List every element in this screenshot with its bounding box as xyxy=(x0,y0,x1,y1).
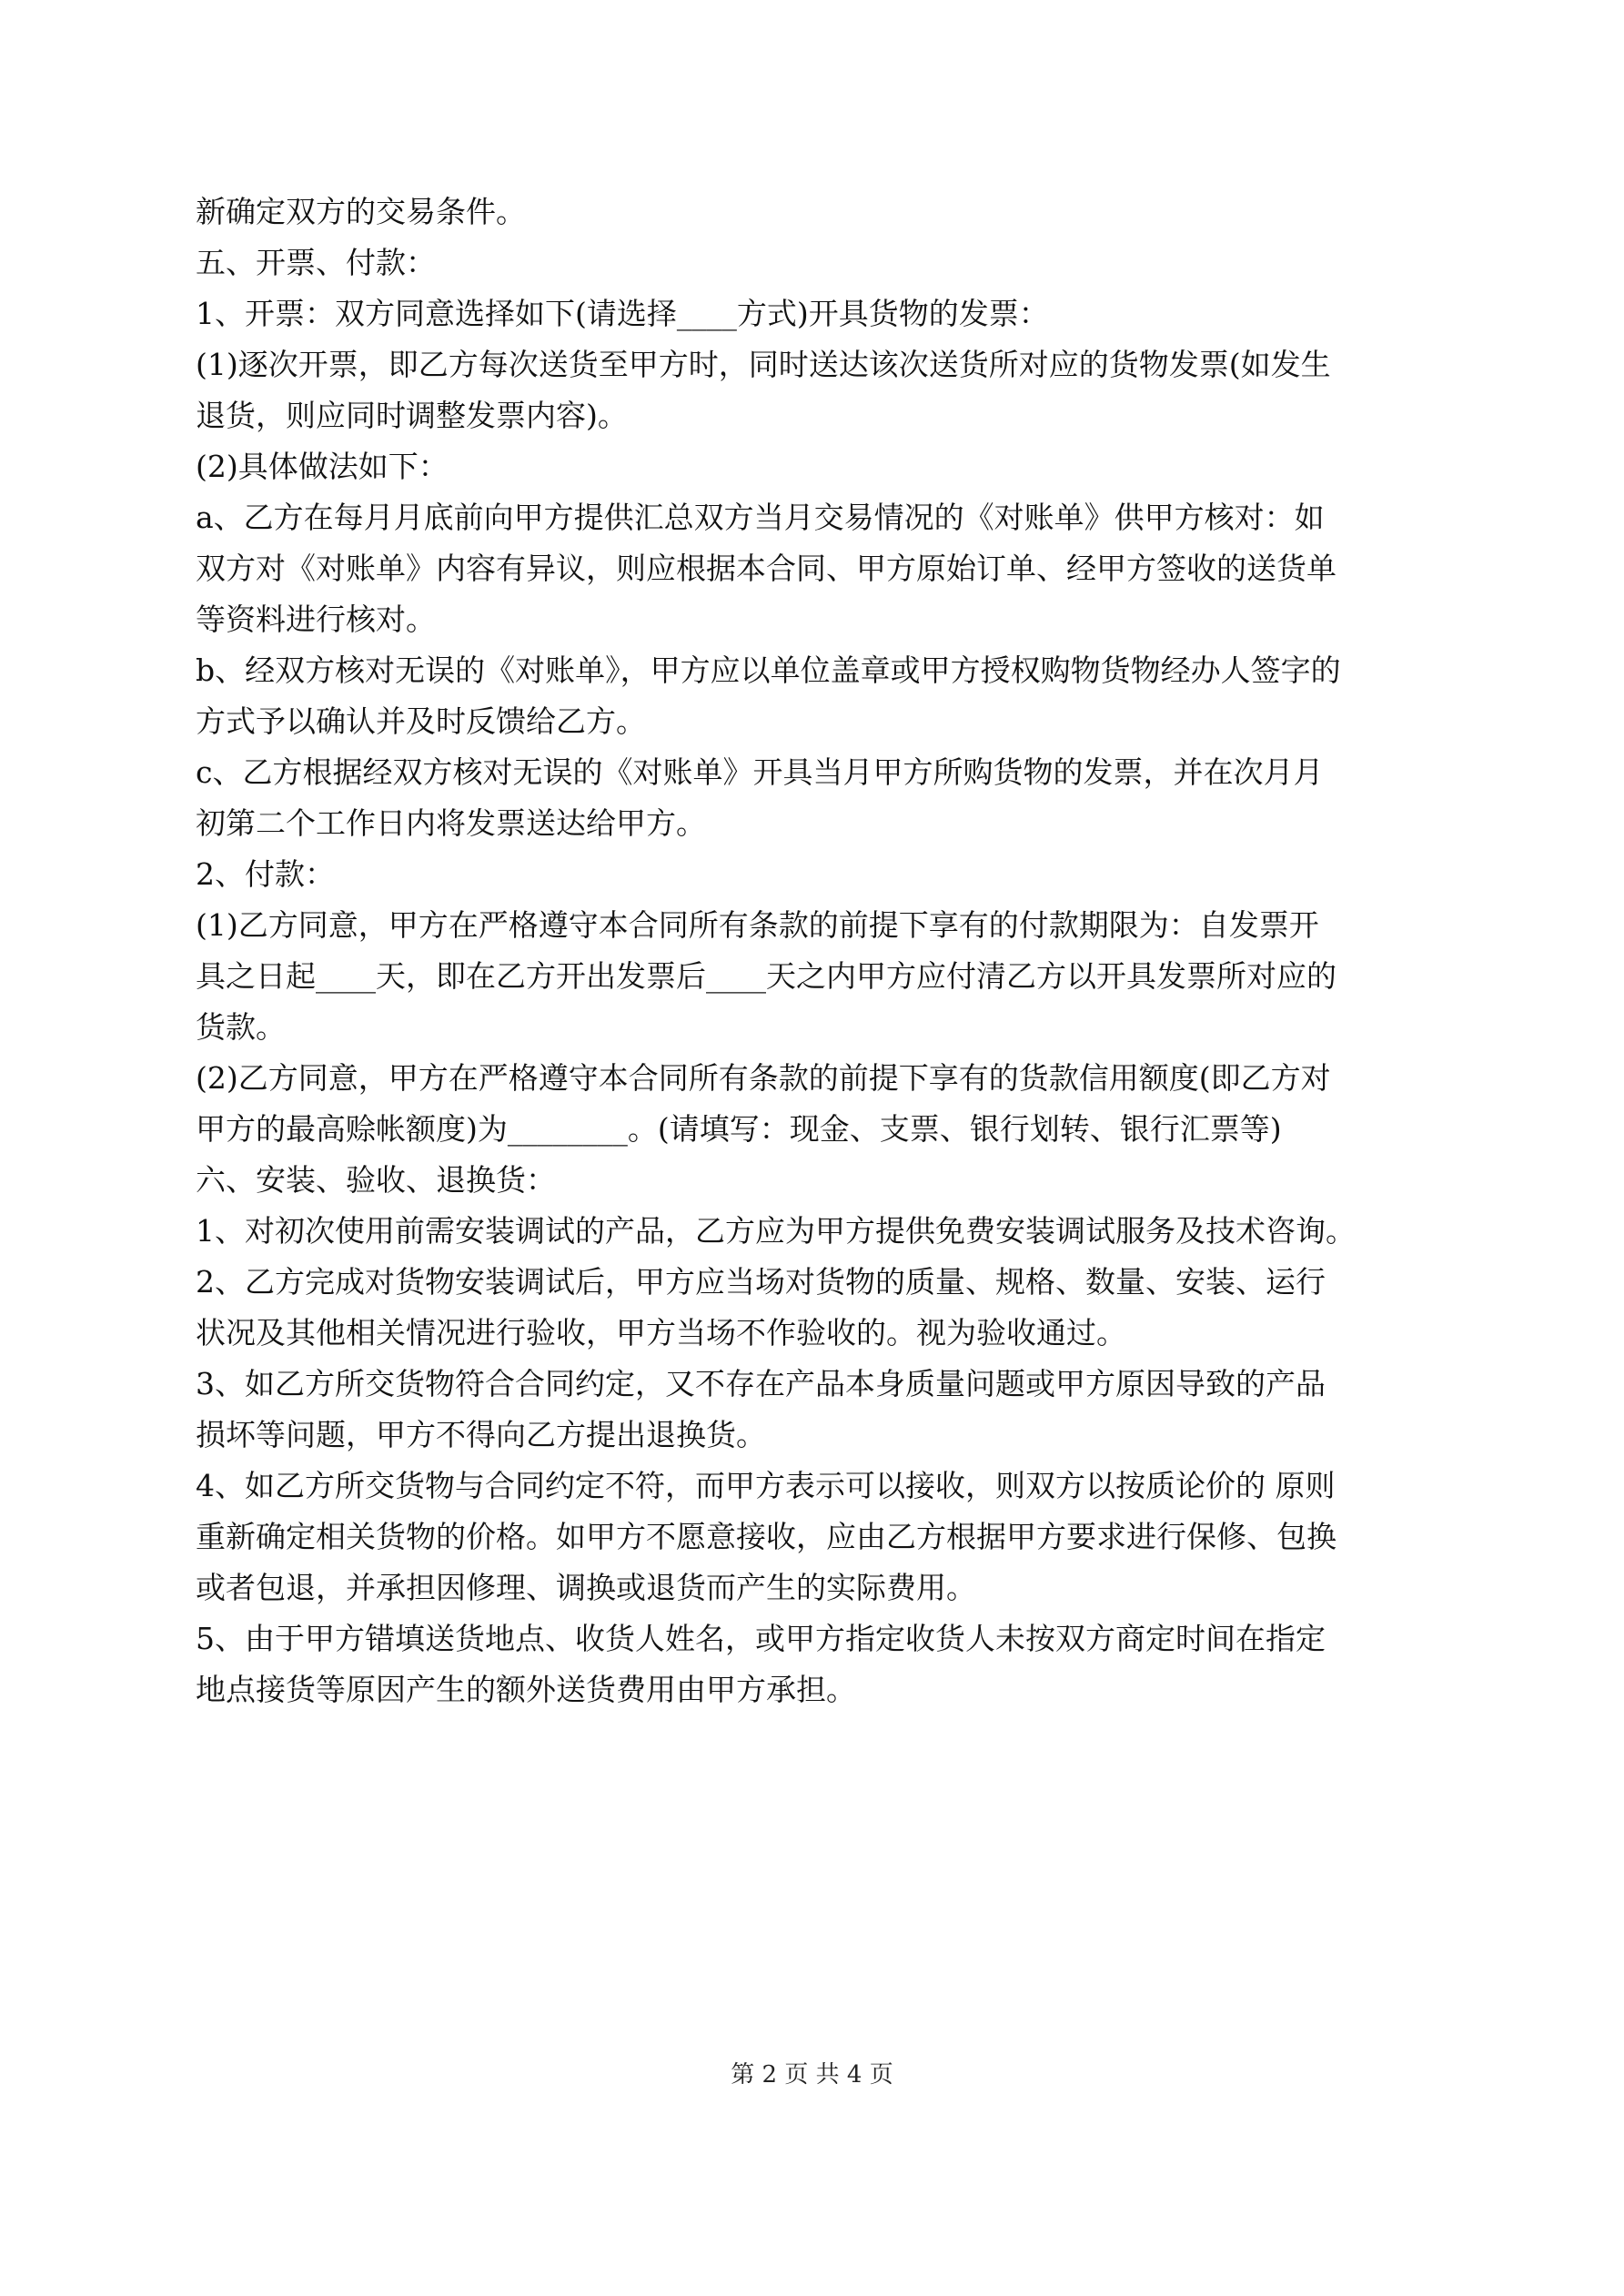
text-line: 双方对《对账单》内容有异议，则应根据本合同、甲方原始订单、经甲方签收的送货单 xyxy=(196,551,1337,586)
text-line: 地点接货等原因产生的额外送货费用由甲方承担。 xyxy=(196,1672,856,1707)
text-line: a、乙方在每月月底前向甲方提供汇总双方当月交易情况的《对账单》供甲方核对：如 xyxy=(196,500,1325,535)
text-line: 或者包退，并承担因修理、调换或退货而产生的实际费用。 xyxy=(196,1570,976,1605)
text-line: 5、由于甲方错填送货地点、收货人姓名，或甲方指定收货人未按双方商定时间在指定 xyxy=(196,1621,1326,1656)
page-number-footer: 第 2 页 共 4 页 xyxy=(731,2061,893,2089)
text-line: 状况及其他相关情况进行验收，甲方当场不作验收的。视为验收通过。 xyxy=(196,1315,1126,1350)
text-line: 方式予以确认并及时反馈给乙方。 xyxy=(196,703,646,739)
text-line: (2)具体做法如下： xyxy=(196,449,449,484)
text-line: 损坏等问题，甲方不得向乙方提出退换货。 xyxy=(196,1417,766,1452)
text-line: b、经双方核对无误的《对账单》，甲方应以单位盖章或甲方授权购物货物经办人签字的 xyxy=(196,652,1341,688)
text-line: (1)逐次开票，即乙方每次送货至甲方时，同时送达该次送货所对应的货物发票(如发生 xyxy=(196,347,1331,382)
text-line: 4、如乙方所交货物与合同约定不符，而甲方表示可以接收，则双方以按质论价的 原则 xyxy=(196,1468,1336,1503)
document-body xyxy=(196,196,1428,1725)
section-heading: 五、开票、付款： xyxy=(196,245,436,280)
section-heading: 六、安装、验收、退换货： xyxy=(196,1162,556,1198)
text-line: 1、对初次使用前需安装调试的产品，乙方应为甲方提供免费安装调试服务及技术咨询。 xyxy=(196,1213,1356,1249)
text-line: 初第二个工作日内将发票送达给甲方。 xyxy=(196,805,706,841)
text-line: 货款。 xyxy=(196,1009,286,1045)
text-line: 2、付款： xyxy=(196,856,335,892)
text-line: c、乙方根据经双方核对无误的《对账单》开具当月甲方所购货物的发票，并在次月月 xyxy=(196,754,1324,790)
text-line: (1)乙方同意，甲方在严格遵守本合同所有条款的前提下享有的付款期限为：自发票开 xyxy=(196,907,1319,943)
text-line: 具之日起____天，即在乙方开出发票后____天之内甲方应付清乙方以开具发票所对应的 xyxy=(196,958,1337,994)
text-line: 甲方的最高赊帐额度)为________。(请填写：现金、支票、银行划转、银行汇票等) xyxy=(196,1111,1282,1147)
text-line: 1、开票：双方同意选择如下(请选择____方式)开具货物的发票： xyxy=(196,296,1049,331)
text-line: (2)乙方同意，甲方在严格遵守本合同所有条款的前提下享有的货款信用额度(即乙方对 xyxy=(196,1060,1331,1096)
text-line: 重新确定相关货物的价格。如甲方不愿意接收，应由乙方根据甲方要求进行保修、包换 xyxy=(196,1519,1337,1554)
text-line: 2、乙方完成对货物安装调试后，甲方应当场对货物的质量、规格、数量、安装、运行 xyxy=(196,1264,1326,1300)
text-line: 退货，则应同时调整发票内容)。 xyxy=(196,398,628,433)
text-line: 等资料进行核对。 xyxy=(196,602,436,637)
text-line: 3、如乙方所交货物符合合同约定，又不存在产品本身质量问题或甲方原因导致的产品 xyxy=(196,1366,1326,1401)
text-line: 新确定双方的交易条件。 xyxy=(196,194,526,229)
